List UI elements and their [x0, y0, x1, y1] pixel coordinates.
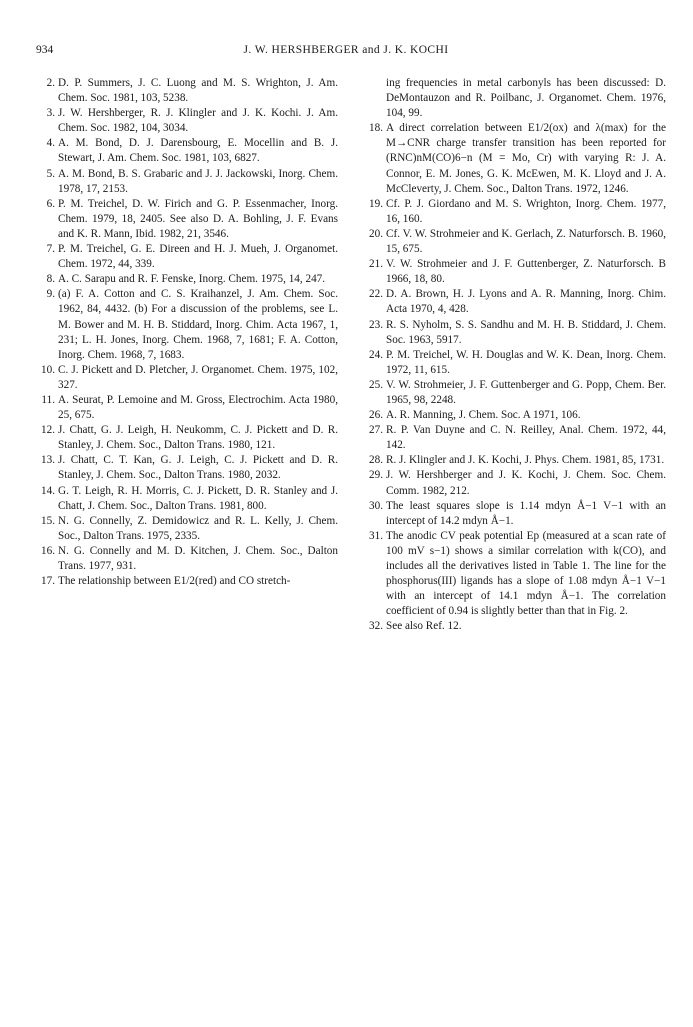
reference-item — [366, 378, 666, 408]
reference-text: J. W. Hershberger, R. J. Klingler and J. K. Kochi. J. Am. Chem. Soc. 1982, 104, 3034. — [58, 107, 338, 135]
reference-number: 15. — [41, 514, 55, 527]
reference-number: 5. — [46, 167, 55, 180]
reference-text: D. P. Summers, J. C. Luong and M. S. Wrighton, J. Am. Chem. Soc. 1981, 103, 5238. — [58, 77, 338, 105]
reference-number: 22. — [369, 288, 383, 301]
reference-number: 7. — [46, 243, 55, 256]
reference-number: 17. — [41, 575, 55, 588]
reference-item — [38, 167, 338, 197]
reference-number: 13. — [41, 454, 55, 467]
reference-item — [366, 348, 666, 378]
reference-number: 31. — [369, 529, 383, 542]
reference-text: R. S. Nyholm, S. S. Sandhu and M. H. B. Stiddard, J. Chem. Soc. 1963, 5917. — [386, 318, 666, 346]
reference-text: A. Seurat, P. Lemoine and M. Gross, Electrochim. Acta 1980, 25, 675. — [58, 393, 338, 422]
reference-number: 26. — [369, 409, 383, 422]
reference-text: P. M. Treichel, G. E. Direen and H. J. Mueh, J. Organomet. Chem. 1972, 44, 339. — [58, 243, 338, 271]
reference-number: 2. — [46, 77, 55, 89]
reference-item — [38, 453, 338, 483]
reference-item — [366, 468, 666, 498]
reference-text: N. G. Connelly, Z. Demidowicz and R. L. Kelly, J. Chem. Soc., Dalton Trans. 1975, 2335. — [58, 514, 338, 542]
reference-number: 8. — [46, 273, 55, 286]
reference-text: (a) F. A. Cotton and C. S. Kraihanzel, J. Am. Chem. Soc. 1962, 84, 4432. (b) For a discussion of the problems, see L. M. Bower and M. H. B. Stiddard, Inorg. Chim. Acta 1967, 1, 231; L. H. Jones, Inorg. Chem. 1968, 7, 1681; F. A. Cotton, Inorg. Chem. 1968, 7, 1683. — [58, 288, 338, 361]
reference-number: 16. — [41, 544, 55, 557]
reference-text: The least squares slope is 1.14 mdyn Å−1 V−1 with an intercept of 14.2 mdyn Å−1. — [386, 499, 666, 527]
running-head: J. W. HERSHBERGER and J. K. KOCHI — [243, 44, 449, 56]
references-left-column — [38, 76, 338, 589]
reference-item — [366, 287, 666, 317]
reference-text: A. R. Manning, J. Chem. Soc. A 1971, 106. — [386, 409, 581, 422]
reference-item — [366, 499, 666, 529]
references-right-column — [366, 76, 666, 634]
reference-item — [366, 227, 666, 257]
reference-item — [38, 136, 338, 166]
reference-text: See also Ref. 12. — [386, 620, 462, 633]
reference-text: J. W. Hershberger and J. K. Kochi, J. Chem. Soc. Chem. Comm. 1982, 212. — [386, 469, 666, 497]
reference-item — [366, 76, 666, 121]
reference-item — [38, 363, 338, 393]
reference-number: 24. — [369, 348, 383, 361]
reference-item — [38, 197, 338, 242]
reference-number: 21. — [369, 258, 383, 271]
reference-number: 32. — [369, 620, 383, 633]
reference-number: 29. — [369, 469, 383, 482]
reference-item — [38, 287, 338, 362]
reference-item — [38, 484, 338, 514]
reference-number: 30. — [369, 499, 383, 512]
reference-item — [38, 76, 338, 106]
reference-number: 14. — [41, 484, 55, 497]
reference-text: V. W. Strohmeier and J. F. Guttenberger, Z. Naturforsch. B 1966, 18, 80. — [386, 258, 666, 286]
reference-number: 10. — [41, 363, 55, 376]
reference-item — [38, 272, 338, 287]
reference-text: A direct correlation between E1/2(ox) and λ(max) for the M→CNR charge transfer transition has been reported for (RNC)nM(CO)6−n (M = Mo, Cr) with varying R: J. A. Connor, E. M. Jones, G. K. McEwen, M. K. Lloyd and J. A. McCleverty, J. Chem. Soc., Dalton Trans. 1972, 1246. — [386, 122, 666, 195]
reference-item — [38, 393, 338, 423]
reference-item — [38, 106, 338, 136]
reference-item — [366, 408, 666, 423]
reference-text: ing frequencies in metal carbonyls has been discussed: D. DeMontauzon and R. Poilbanc, J. Organomet. Chem. 1976, 104, 99. — [386, 77, 666, 120]
reference-text: J. Chatt, C. T. Kan, G. J. Leigh, C. J. Pickett and D. R. Stanley, J. Chem. Soc., Dalton Trans. 1980, 2032. — [58, 454, 338, 482]
reference-text: Cf. V. W. Strohmeier and K. Gerlach, Z. Naturforsch. B. 1960, 15, 675. — [386, 227, 666, 256]
reference-item — [38, 544, 338, 574]
reference-number: 25. — [369, 378, 383, 391]
reference-item — [366, 423, 666, 453]
reference-number: 23. — [369, 318, 383, 331]
reference-item — [38, 514, 338, 544]
reference-item — [38, 574, 338, 589]
reference-number: 27. — [369, 424, 383, 437]
page-header — [36, 44, 656, 60]
reference-text: P. M. Treichel, D. W. Firich and G. P. Essenmacher, Inorg. Chem. 1979, 18, 2405. See also D. A. Bohling, J. F. Evans and K. R. Mann, Ibid. 1982, 21, 3546. — [58, 197, 338, 240]
reference-text: Cf. P. J. Giordano and M. S. Wrighton, Inorg. Chem. 1977, 16, 160. — [386, 197, 666, 225]
reference-number: 3. — [46, 107, 55, 120]
reference-item — [366, 318, 666, 348]
reference-number: 6. — [46, 197, 55, 210]
reference-number: 19. — [369, 197, 383, 210]
reference-text: R. P. Van Duyne and C. N. Reilley, Anal. Chem. 1972, 44, 142. — [386, 424, 666, 452]
reference-item — [366, 257, 666, 287]
reference-text: J. Chatt, G. J. Leigh, H. Neukomm, C. J. Pickett and D. R. Stanley, J. Chem. Soc., Dalton Trans. 1980, 121. — [58, 424, 338, 452]
reference-text: C. J. Pickett and D. Pletcher, J. Organomet. Chem. 1975, 102, 327. — [58, 363, 338, 391]
reference-text: A. M. Bond, B. S. Grabaric and J. J. Jackowski, Inorg. Chem. 1978, 17, 2153. — [58, 167, 338, 195]
reference-item — [38, 423, 338, 453]
reference-item — [38, 242, 338, 272]
reference-item — [366, 121, 666, 196]
reference-text: A. C. Sarapu and R. F. Fenske, Inorg. Chem. 1975, 14, 247. — [58, 273, 326, 286]
page-number: 934 — [36, 44, 54, 56]
reference-number: 28. — [369, 454, 383, 467]
reference-text: P. M. Treichel, W. H. Douglas and W. K. Dean, Inorg. Chem. 1972, 11, 615. — [386, 348, 666, 376]
reference-number: 11. — [41, 393, 55, 406]
reference-text: The anodic CV peak potential Ep (measured at a scan rate of 100 mV s−1) shows a similar correlation with k(CO), and includes all the derivatives listed in Table 1. The line for the phosphorus(III) ligands has a slope of 1.08 mdyn Å−1 V−1 with an intercept of 14.1 mdyn Å−1. The correlation coefficient of 0.94 is slightly better than that in Fig. 2. — [386, 529, 666, 618]
reference-number: 4. — [46, 137, 55, 150]
reference-text: D. A. Brown, H. J. Lyons and A. R. Manning, Inorg. Chim. Acta 1970, 4, 428. — [386, 288, 666, 316]
reference-number: 18. — [369, 122, 383, 135]
reference-item — [366, 453, 666, 468]
reference-item — [366, 529, 666, 620]
reference-text: The relationship between E1/2(red) and CO stretch- — [58, 575, 291, 588]
reference-text: R. J. Klingler and J. K. Kochi, J. Phys. Chem. 1981, 85, 1731. — [386, 454, 665, 467]
reference-number: 20. — [369, 227, 383, 240]
reference-text: G. T. Leigh, R. H. Morris, C. J. Pickett, D. R. Stanley and J. Chatt, J. Chem. Soc., Dalton Trans. 1981, 800. — [58, 484, 338, 512]
reference-number: 12. — [41, 424, 55, 437]
reference-text: N. G. Connelly and M. D. Kitchen, J. Chem. Soc., Dalton Trans. 1977, 931. — [58, 544, 338, 572]
reference-item — [366, 619, 666, 634]
reference-text: A. M. Bond, D. J. Darensbourg, E. Mocellin and B. J. Stewart, J. Am. Chem. Soc. 1981, 103, 6827. — [58, 137, 338, 165]
reference-number: 9. — [46, 288, 55, 301]
reference-item — [366, 197, 666, 227]
reference-text: V. W. Strohmeier, J. F. Guttenberger and G. Popp, Chem. Ber. 1965, 98, 2248. — [386, 378, 666, 406]
